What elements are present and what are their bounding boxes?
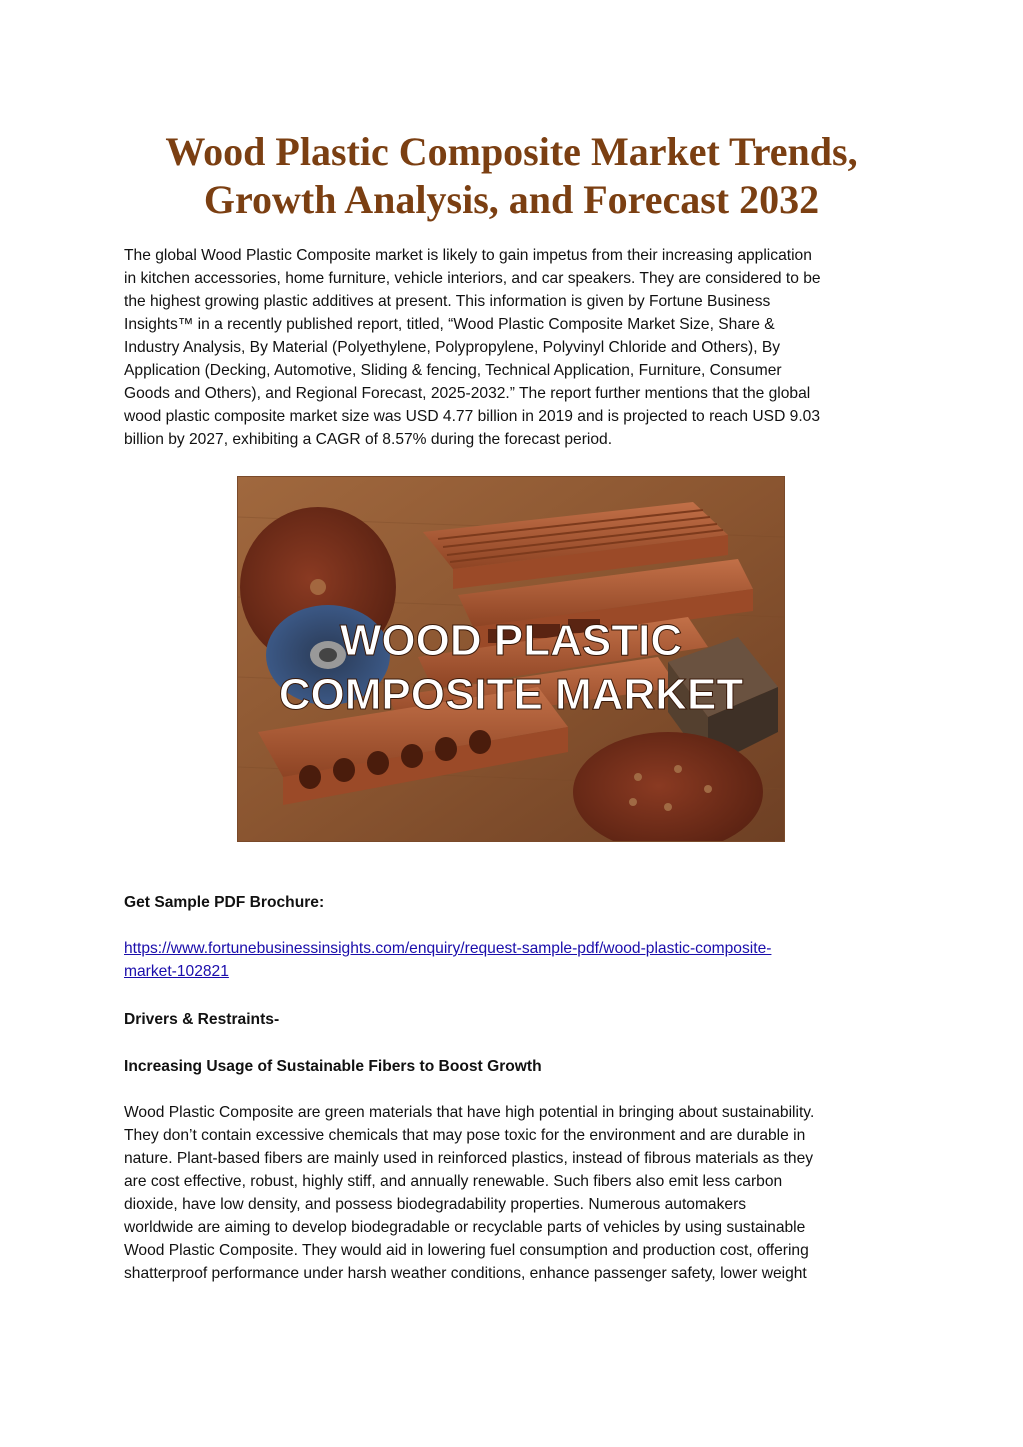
body-line: Wood Plastic Composite are green materials that have high potential in bringing about sustainability. xyxy=(124,1104,815,1121)
intro-line: Application (Decking, Automotive, Sliding & fencing, Technical Application, Furniture, Consumer xyxy=(124,362,782,379)
drivers-heading: Drivers & Restraints- xyxy=(124,1011,280,1028)
intro-line: wood plastic composite market size was USD 4.77 billion in 2019 and is projected to reach USD 9.03 xyxy=(124,408,821,425)
intro-line: Goods and Others), and Regional Forecast, 2025-2032.” The report further mentions that the global xyxy=(124,385,811,402)
intro-line: the highest growing plastic additives at present. This information is given by Fortune Business xyxy=(124,293,771,310)
intro-paragraph xyxy=(124,244,914,451)
link-line: https://www.fortunebusinessinsights.com/enquiry/request-sample-pdf/wood-plastic-composite- xyxy=(124,940,772,957)
title-line-2: Growth Analysis, and Forecast 2032 xyxy=(203,177,820,222)
market-image xyxy=(237,476,785,842)
image-text-line-1: WOOD PLASTIC xyxy=(339,616,683,665)
body-line: They don’t contain excessive chemicals that may pose toxic for the environment and are durable in xyxy=(124,1127,806,1144)
body-line: are cost effective, robust, highly stiff, and annually renewable. Such fibers also emit less carbon xyxy=(124,1173,783,1190)
intro-line: in kitchen accessories, home furniture, vehicle interiors, and car speakers. They are considered to be xyxy=(124,270,821,287)
link-line: market-102821 xyxy=(124,963,229,980)
body-line: Wood Plastic Composite. They would aid in lowering fuel consumption and production cost, offering xyxy=(124,1242,809,1259)
intro-line: billion by 2027, exhibiting a CAGR of 8.57% during the forecast period. xyxy=(124,431,613,448)
intro-line: Insights™ in a recently published report, titled, “Wood Plastic Composite Market Size, Share & xyxy=(124,316,775,333)
intro-line: The global Wood Plastic Composite market is likely to gain impetus from their increasing application xyxy=(124,247,812,264)
page-title xyxy=(100,128,923,224)
body-line: shatterproof performance under harsh weather conditions, enhance passenger safety, lower weight xyxy=(124,1265,807,1282)
sample-heading: Get Sample PDF Brochure: xyxy=(124,894,325,911)
body-line: worldwide are aiming to develop biodegradable or recyclable parts of vehicles by using sustainable xyxy=(124,1219,806,1236)
usage-heading: Increasing Usage of Sustainable Fibers to Boost Growth xyxy=(124,1058,542,1075)
body-line: nature. Plant-based fibers are mainly used in reinforced plastics, instead of fibrous materials as they xyxy=(124,1150,814,1167)
body-line: dioxide, have low density, and possess biodegradability properties. Numerous automakers xyxy=(124,1196,747,1213)
image-text-line-2: COMPOSITE MARKET xyxy=(278,670,744,719)
body-paragraph xyxy=(124,1101,914,1285)
intro-line: Industry Analysis, By Material (Polyethylene, Polypropylene, Polyvinyl Chloride and Others), By xyxy=(124,339,781,356)
title-line-1: Wood Plastic Composite Market Trends, xyxy=(165,129,858,174)
sample-pdf-link[interactable] xyxy=(124,937,771,983)
